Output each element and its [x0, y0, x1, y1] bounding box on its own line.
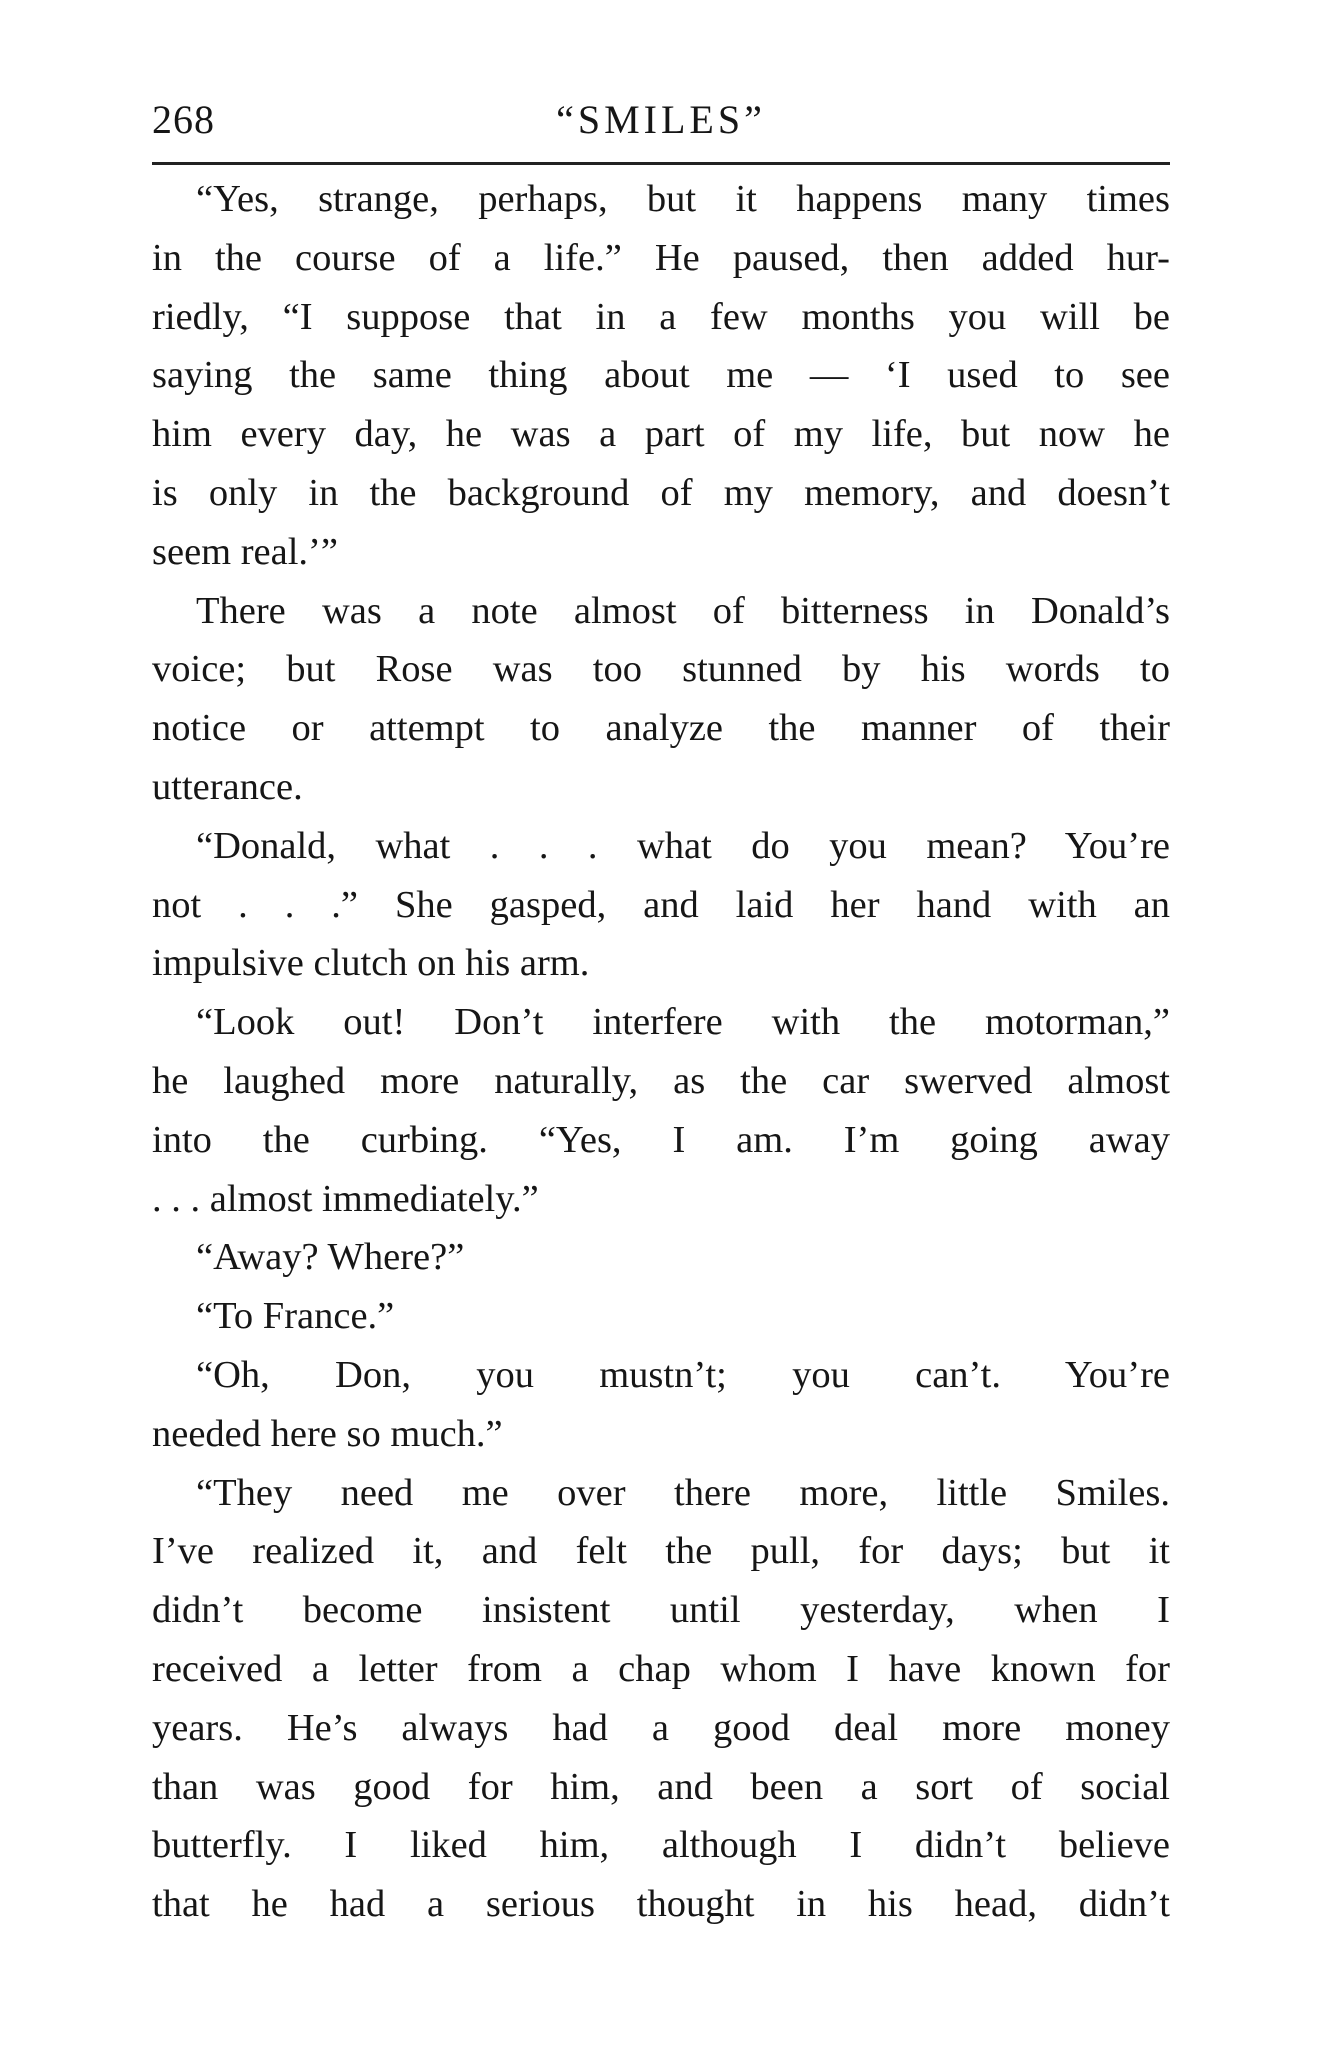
- text-line: is only in the background of my memory, and doesn’t: [152, 471, 1170, 514]
- running-title: “SMILES”: [556, 97, 766, 142]
- body-text: [152, 170, 1170, 1934]
- page-number: 268: [152, 97, 215, 142]
- text-line: butterfly. I liked him, although I didn’t believe: [152, 1824, 1170, 1867]
- text-line: needed here so much.”: [152, 1412, 503, 1455]
- text-line: years. He’s always had a good deal more money: [152, 1706, 1170, 1749]
- running-head: [152, 88, 1170, 152]
- text-line: seem real.’”: [152, 530, 338, 573]
- text-line: “Oh, Don, you mustn’t; you can’t. You’re: [196, 1353, 1170, 1396]
- text-line: “Look out! Don’t interfere with the motorman,”: [196, 1001, 1170, 1044]
- header-rule: [152, 162, 1170, 165]
- text-line: didn’t become insistent until yesterday, when I: [152, 1589, 1170, 1632]
- text-line: received a letter from a chap whom I have known for: [152, 1647, 1170, 1690]
- text-line: him every day, he was a part of my life, but now he: [152, 413, 1170, 456]
- text-line: impulsive clutch on his arm.: [152, 942, 590, 985]
- text-line: riedly, “I suppose that in a few months you will be: [152, 295, 1170, 338]
- text-line: than was good for him, and been a sort of social: [152, 1765, 1170, 1808]
- text-line: There was a note almost of bitterness in Donald’s: [196, 589, 1170, 632]
- text-line: “To France.”: [196, 1295, 395, 1338]
- text-line: notice or attempt to analyze the manner of their: [152, 707, 1170, 750]
- text-line: . . . almost immediately.”: [152, 1177, 539, 1220]
- text-line: he laughed more naturally, as the car swerved almost: [152, 1059, 1170, 1102]
- text-line: “Donald, what . . . what do you mean? You’re: [196, 824, 1170, 867]
- text-line: voice; but Rose was too stunned by his words to: [152, 648, 1170, 691]
- text-line: that he had a serious thought in his head, didn’t: [152, 1883, 1170, 1926]
- text-line: not . . .” She gasped, and laid her hand with an: [152, 883, 1170, 926]
- text-line: “Away? Where?”: [196, 1236, 465, 1279]
- text-line: saying the same thing about me — ‘I used to see: [152, 354, 1170, 397]
- text-line: “Yes, strange, perhaps, but it happens many times: [196, 178, 1170, 220]
- text-line: into the curbing. “Yes, I am. I’m going away: [152, 1118, 1170, 1161]
- text-line: in the course of a life.” He paused, then added hur-: [152, 236, 1170, 279]
- text-line: I’ve realized it, and felt the pull, for days; but it: [152, 1530, 1170, 1573]
- text-line: “They need me over there more, little Smiles.: [196, 1471, 1170, 1514]
- text-line: utterance.: [152, 765, 303, 808]
